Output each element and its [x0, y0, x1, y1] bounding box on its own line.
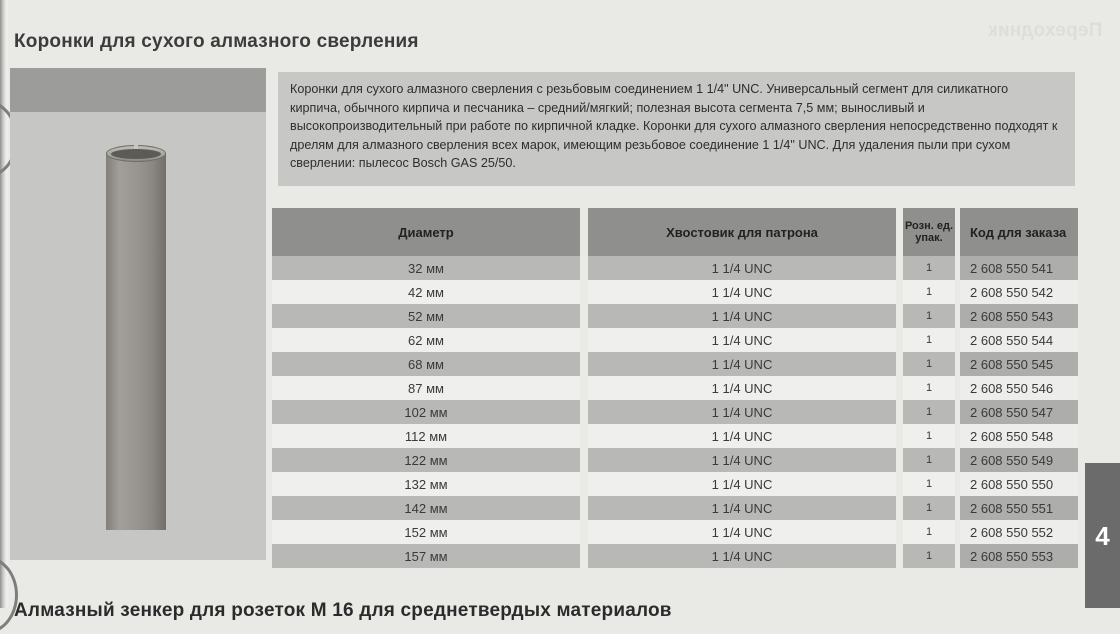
table-row	[272, 376, 1078, 400]
column-header-shank: Хвостовик для патрона	[588, 208, 896, 256]
table-cell: 1 1/4 UNC	[588, 424, 896, 448]
core-bit-image	[106, 153, 166, 530]
table-cell: 1	[903, 304, 955, 328]
table-cell: 1	[903, 256, 955, 280]
table-cell: 2 608 550 550	[960, 472, 1078, 496]
table-cell: 2 608 550 544	[960, 328, 1078, 352]
table-row	[272, 256, 1078, 280]
table-cell: 1 1/4 UNC	[588, 544, 896, 568]
table-cell: 157 мм	[272, 544, 580, 568]
table-row	[272, 448, 1078, 472]
showthrough-text: Переходник	[987, 20, 1102, 41]
table-cell: 1	[903, 328, 955, 352]
table-cell: 2 608 550 546	[960, 376, 1078, 400]
table-cell: 52 мм	[272, 304, 580, 328]
table-cell: 2 608 550 541	[960, 256, 1078, 280]
table-row	[272, 328, 1078, 352]
table-cell: 2 608 550 547	[960, 400, 1078, 424]
table-cell: 1 1/4 UNC	[588, 376, 896, 400]
table-cell: 1 1/4 UNC	[588, 256, 896, 280]
table-header-row	[272, 208, 1078, 256]
product-description: Коронки для сухого алмазного сверления с резьбовым соединением 1 1/4" UNC. Универсальный сегмент для силикатного кирпича, обычного кирпича и песчаника – средний/мягкий; полезная высота сегмента 7,5 мм; выносливый и высокопроизводительный при работе по кирпичной кладке. Коронки для сухого алмазного сверления непосредственно подходят к дрелям для алмазного сверления всех марок, имеющим резьбовое соединение 1 1/4" UNC. Для удаления пыли при сухом сверлении: пылесос Bosch GAS 25/50.	[278, 72, 1075, 186]
table-cell: 2 608 550 552	[960, 520, 1078, 544]
table-cell: 1	[903, 448, 955, 472]
page-spine	[0, 0, 9, 608]
table-cell: 1 1/4 UNC	[588, 304, 896, 328]
column-header-pack-unit: Розн. ед. упак.	[903, 208, 955, 256]
table-cell: 102 мм	[272, 400, 580, 424]
core-bit-bore	[111, 149, 161, 159]
table-cell: 112 мм	[272, 424, 580, 448]
table-row	[272, 280, 1078, 304]
table-cell: 1 1/4 UNC	[588, 472, 896, 496]
table-cell: 1 1/4 UNC	[588, 280, 896, 304]
table-cell: 2 608 550 549	[960, 448, 1078, 472]
table-cell: 2 608 550 553	[960, 544, 1078, 568]
table-cell: 1 1/4 UNC	[588, 328, 896, 352]
table-row	[272, 400, 1078, 424]
table-cell: 1	[903, 544, 955, 568]
product-table	[272, 208, 1078, 568]
table-cell: 68 мм	[272, 352, 580, 376]
table-cell: 1	[903, 496, 955, 520]
table-cell: 2 608 550 542	[960, 280, 1078, 304]
table-cell: 122 мм	[272, 448, 580, 472]
table-row	[272, 544, 1078, 568]
table-cell: 1 1/4 UNC	[588, 400, 896, 424]
table-cell: 1	[903, 472, 955, 496]
table-cell: 1 1/4 UNC	[588, 496, 896, 520]
table-cell: 1 1/4 UNC	[588, 352, 896, 376]
table-cell: 1 1/4 UNC	[588, 520, 896, 544]
table-cell: 62 мм	[272, 328, 580, 352]
table-row	[272, 352, 1078, 376]
column-header-order-code: Код для заказа	[960, 208, 1078, 256]
table-cell: 1	[903, 280, 955, 304]
page-title: Коронки для сухого алмазного сверления	[14, 30, 419, 52]
table-row	[272, 304, 1078, 328]
table-cell: 2 608 550 551	[960, 496, 1078, 520]
table-cell: 1	[903, 376, 955, 400]
core-bit-slot	[134, 144, 138, 149]
next-section-title: Алмазный зенкер для розеток М 16 для среднетвердых материалов	[14, 599, 672, 621]
binder-ring	[0, 556, 18, 634]
section-tab: 4	[1085, 463, 1120, 608]
table-row	[272, 520, 1078, 544]
table-row	[272, 472, 1078, 496]
table-body	[272, 256, 1078, 568]
table-cell: 32 мм	[272, 256, 580, 280]
table-cell: 1	[903, 400, 955, 424]
table-cell: 1	[903, 424, 955, 448]
table-cell: 1	[903, 352, 955, 376]
table-row	[272, 496, 1078, 520]
table-cell: 152 мм	[272, 520, 580, 544]
table-cell: 2 608 550 543	[960, 304, 1078, 328]
table-cell: 87 мм	[272, 376, 580, 400]
table-cell: 142 мм	[272, 496, 580, 520]
table-cell: 1	[903, 520, 955, 544]
table-row	[272, 424, 1078, 448]
table-cell: 1 1/4 UNC	[588, 448, 896, 472]
column-header-diameter: Диаметр	[272, 208, 580, 256]
table-cell: 42 мм	[272, 280, 580, 304]
table-cell: 132 мм	[272, 472, 580, 496]
product-image-band	[10, 68, 266, 112]
product-image	[10, 68, 266, 560]
table-cell: 2 608 550 548	[960, 424, 1078, 448]
table-cell: 2 608 550 545	[960, 352, 1078, 376]
